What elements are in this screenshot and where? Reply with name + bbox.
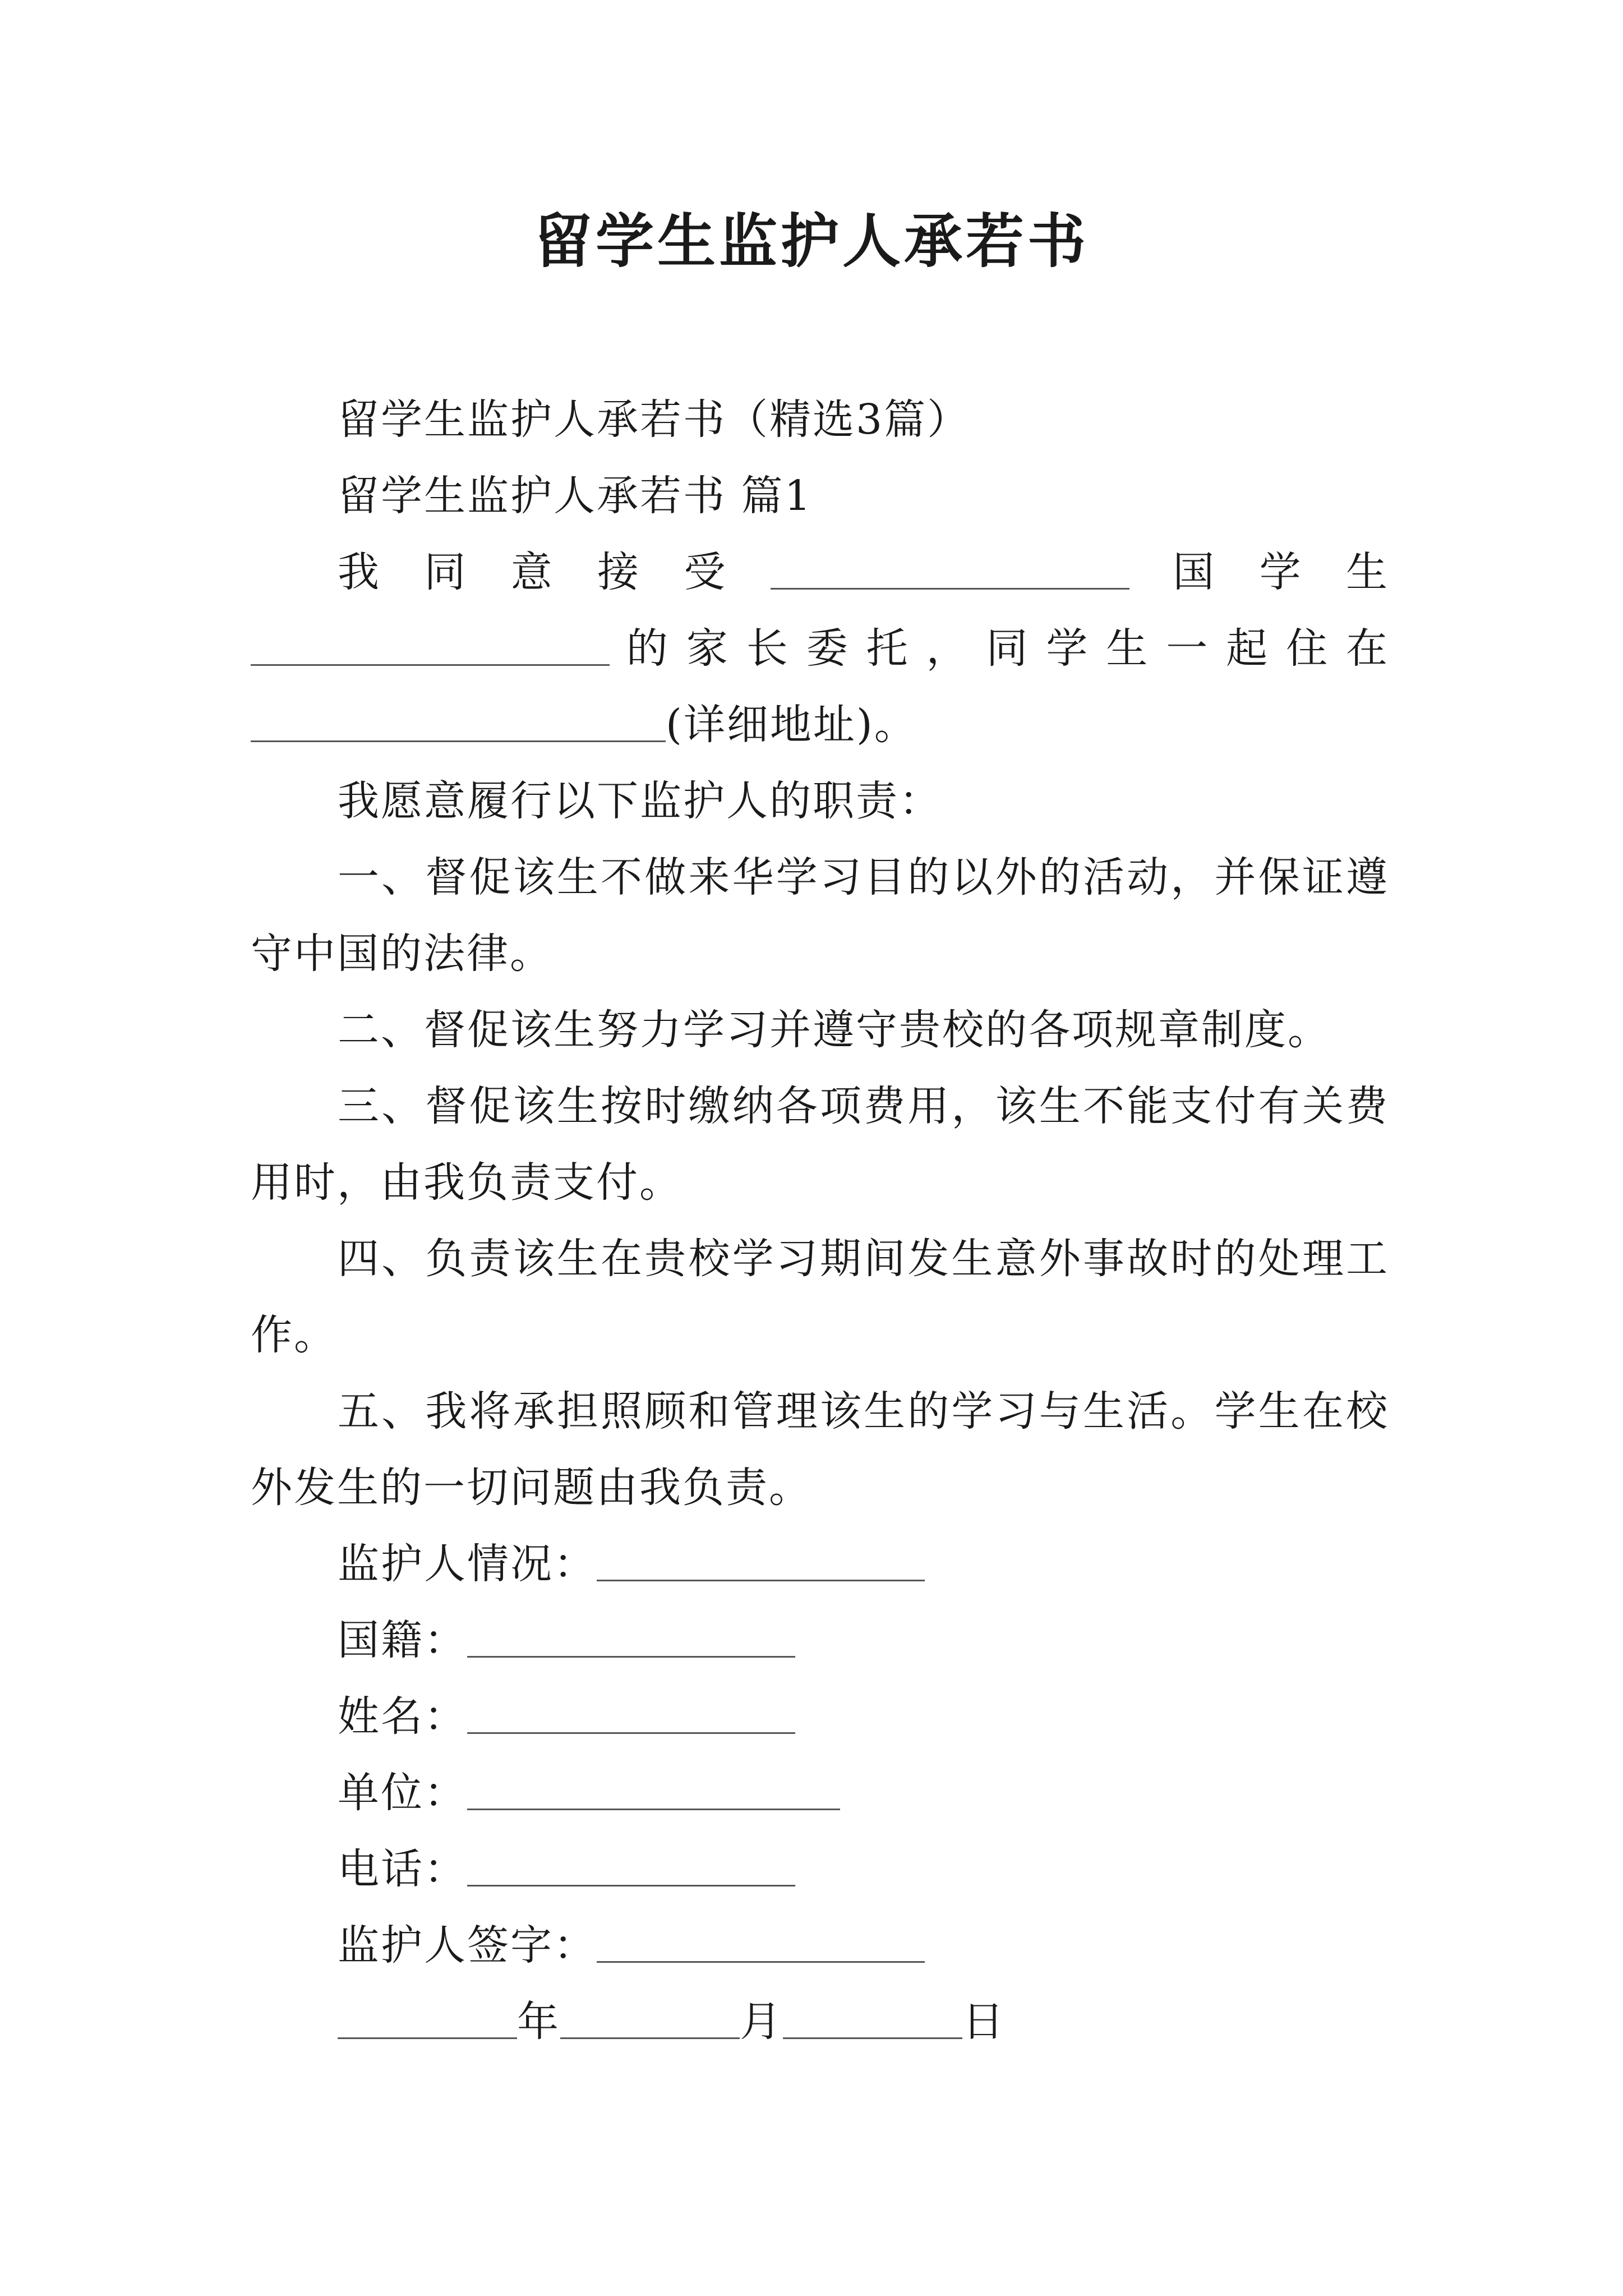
day-blank[interactable] — [783, 1993, 962, 2039]
subtitle: 留学生监护人承若书（精选3篇） — [338, 395, 971, 444]
month-label: 月 — [740, 1998, 783, 2046]
unit-row — [251, 1755, 1389, 1831]
signature-label: 监护人签字： — [338, 1921, 597, 1970]
duties-intro: 我愿意履行以下监护人的职责： — [338, 777, 942, 825]
duty-item: 三、督促该生按时缴纳各项费用，该生不能支付有关费用时，由我负责支付。 — [251, 1082, 1389, 1207]
intro-text-3: 的家长委托，同学生一起住在 — [610, 624, 1389, 673]
duty-item: 五、我将承担照顾和管理该生的学习与生活。学生在校外发生的一切问题由我负责。 — [251, 1387, 1389, 1512]
year-blank[interactable] — [338, 1993, 517, 2039]
student-name-blank[interactable] — [251, 619, 610, 666]
guardian-info-label: 监护人情况： — [338, 1540, 597, 1588]
nationality-row — [251, 1602, 1389, 1678]
intro-text-4: (详细地址)。 — [666, 701, 917, 749]
name-row — [251, 1678, 1389, 1755]
duty-item: 四、负责该生在贵校学习期间发生意外事故时的处理工作。 — [251, 1235, 1389, 1359]
section-heading: 留学生监护人承若书 篇1 — [338, 472, 813, 520]
intro-text-2: 国学生 — [1129, 548, 1389, 596]
duty-item: 二、督促该生努力学习并遵守贵校的各项规章制度。 — [338, 1006, 1331, 1054]
name-label: 姓名： — [338, 1692, 467, 1741]
address-blank[interactable] — [251, 696, 666, 742]
month-blank[interactable] — [560, 1993, 740, 2039]
guardian-info-row — [251, 1526, 1389, 1602]
unit-blank[interactable] — [467, 1764, 840, 1810]
guardian-name-blank[interactable] — [771, 543, 1129, 590]
nationality-blank[interactable] — [467, 1611, 795, 1658]
phone-label: 电话： — [338, 1845, 467, 1893]
document-title: 留学生监护人承若书 — [533, 206, 1089, 275]
signature-row — [251, 1907, 1389, 1984]
year-label: 年 — [517, 1998, 560, 2046]
phone-row — [251, 1831, 1389, 1907]
nationality-label: 国籍： — [338, 1616, 467, 1664]
phone-blank[interactable] — [467, 1840, 795, 1887]
duty-item: 一、督促该生不做来华学习目的以外的活动，并保证遵守中国的法律。 — [251, 853, 1389, 978]
day-label: 日 — [962, 1998, 1006, 2046]
unit-label: 单位： — [338, 1769, 467, 1817]
intro-text-1: 我同意接受 — [338, 548, 771, 596]
date-row — [251, 1984, 1389, 2060]
guardian-info-blank[interactable] — [597, 1535, 925, 1581]
intro-paragraph — [251, 534, 1389, 763]
document-body — [251, 381, 1389, 2060]
name-blank[interactable] — [467, 1687, 795, 1734]
signature-blank[interactable] — [597, 1916, 925, 1963]
